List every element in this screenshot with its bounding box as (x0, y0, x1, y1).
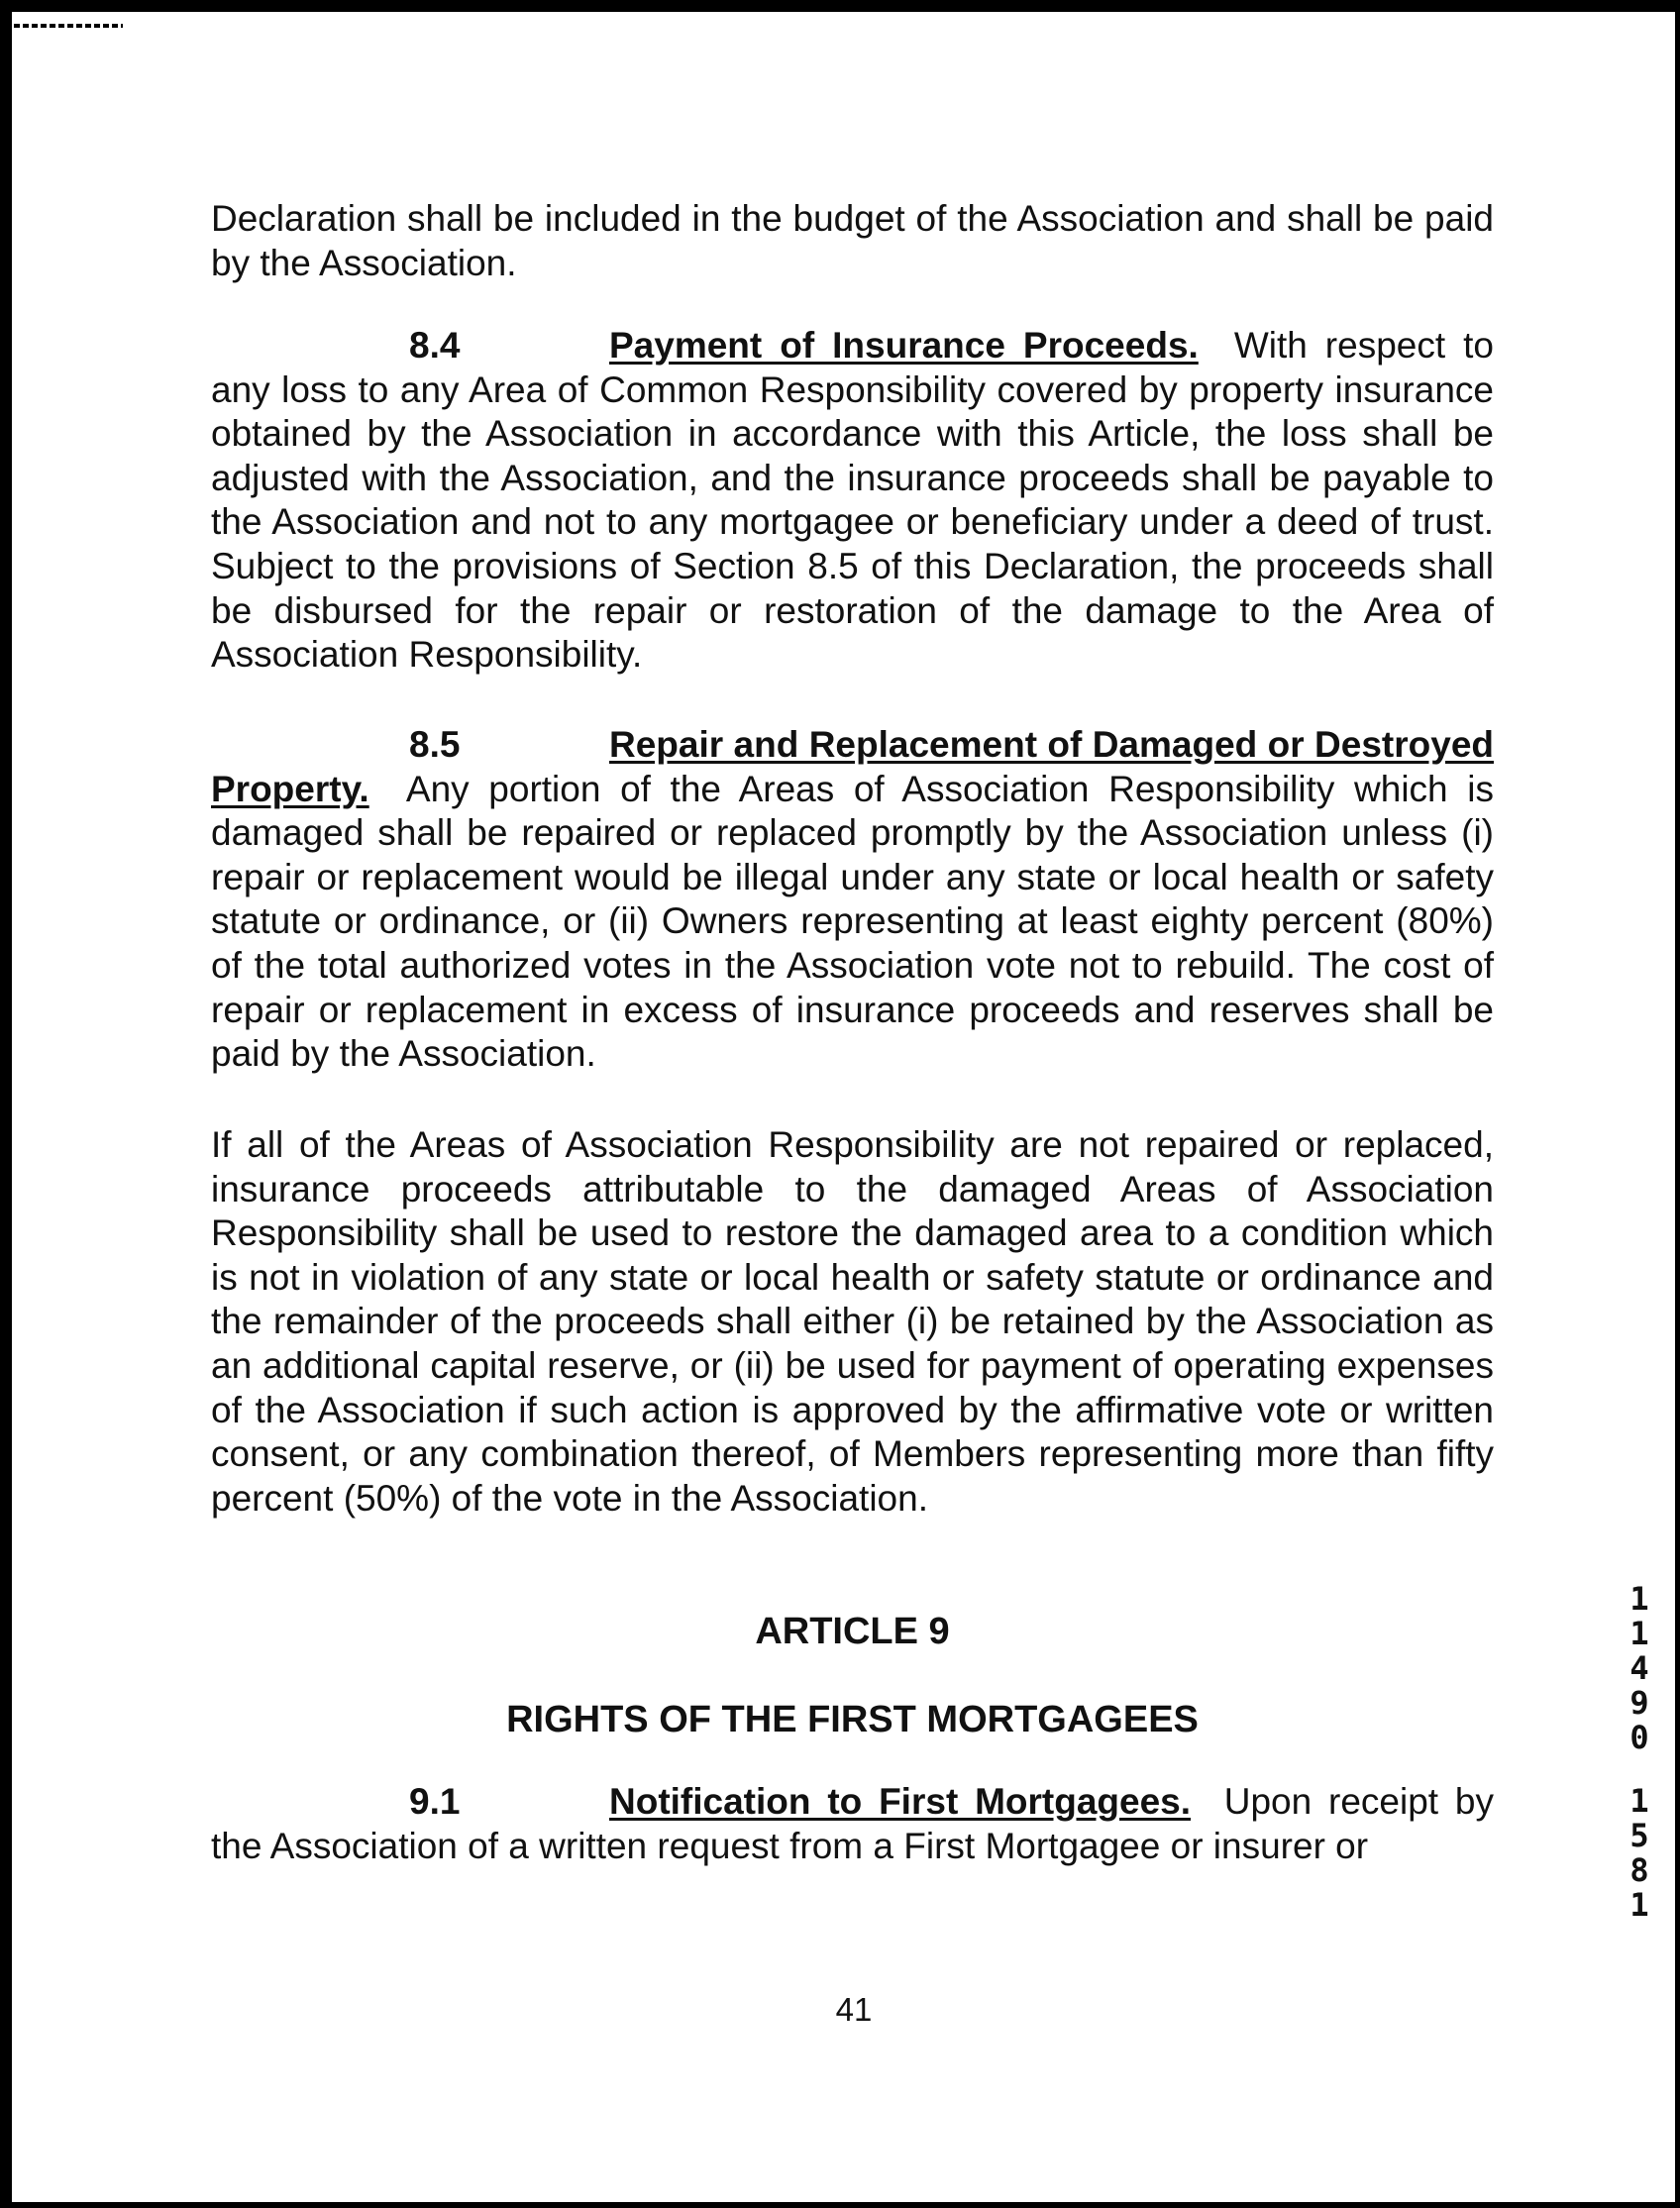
scan-border-left (0, 0, 12, 2208)
section-number: 8.5 (409, 724, 461, 765)
scan-border-right (1675, 0, 1680, 2208)
section-9-1-paragraph (211, 1780, 1494, 1868)
section-body: With respect to any loss to any Area of Common Responsibility covered by property insurance obtained by the Association in accordance with this Article, the loss shall be adjusted with the Association, and the insurance proceeds shall be payable to the Association and not to any mortgagee or beneficiary under a deed of trust. Subject to the provisions of Section 8.5 of this Declaration, the proceeds shall be disbursed for the repair or restoration of the damage to the Area of Association Responsibility. (211, 325, 1494, 676)
article-title: RIGHTS OF THE FIRST MORTGAGEES (506, 1699, 1199, 1740)
section-body: Upon receipt by the Association of a written request from a First Mortgagee or insurer or (211, 1781, 1494, 1866)
section-9-1 (211, 1780, 1494, 1868)
recording-stamp-upper: 11490 (1629, 1580, 1649, 1756)
scan-border-top (0, 0, 1680, 12)
recording-stamp-lower: 1581 (1629, 1782, 1649, 1924)
page-number: 41 (835, 1991, 873, 2028)
intro-paragraph: Declaration shall be included in the budget of the Association and shall be paid by the Association. (211, 198, 1494, 283)
continued-paragraph: If all of the Areas of Association Responsibility are not repaired or replaced, insurance proceeds attributable to the damaged Areas of Association Responsibility shall be used to restore the damaged area to a condition which is not in violation of any state or local health or safety statute or ordinance and the remainder of the proceeds shall either (i) be retained by the Association as an additional capital reserve, or (ii) be used for payment of operating expenses of the Association if such action is approved by the affirmative vote or written consent, or any combination thereof, of Members representing more than fifty percent (50%) of the vote in the Association. (211, 1124, 1494, 1519)
section-8-5-paragraph (211, 723, 1494, 1077)
scan-artifact-mark (14, 24, 123, 28)
scan-border-bottom (0, 2202, 1680, 2208)
section-title: Notification to First Mortgagees. (609, 1781, 1192, 1822)
section-8-4-paragraph (211, 324, 1494, 678)
section-number: 8.4 (409, 325, 461, 366)
section-8-5-continued (211, 1123, 1494, 1521)
section-8-5 (211, 723, 1494, 1077)
section-title: Repair and Replacement of Damaged or Destroyed Property. (211, 724, 1494, 809)
intro-paragraph-block (211, 197, 1494, 285)
section-title: Payment of Insurance Proceeds. (609, 325, 1199, 366)
section-body: Any portion of the Areas of Association Responsibility which is damaged shall be repaired or replaced promptly by the Association unless (i) repair or replacement would be illegal under any state or local health or safety statute or ordinance, or (ii) Owners representing at least eighty percent (80%) of the total authorized votes in the Association vote not to rebuild. The cost of repair or replacement in excess of insurance proceeds and reserves shall be paid by the Association. (211, 768, 1494, 1075)
section-number: 9.1 (409, 1781, 461, 1822)
article-heading: ARTICLE 9 (755, 1611, 950, 1652)
section-8-4 (211, 324, 1494, 678)
